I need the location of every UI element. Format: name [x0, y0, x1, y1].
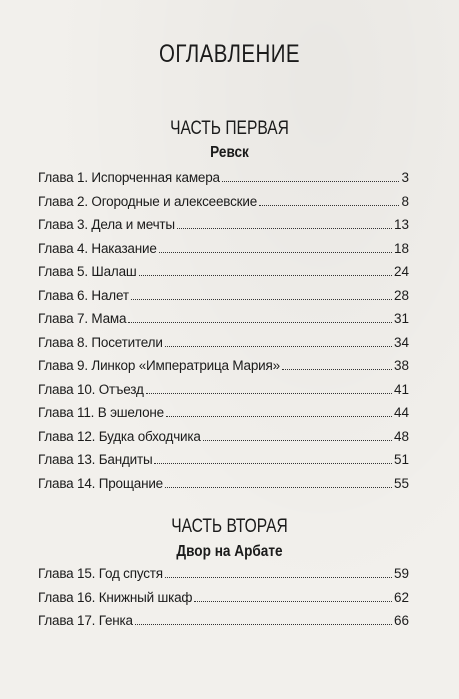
dot-leader — [259, 205, 399, 206]
dot-leader — [159, 252, 392, 253]
toc-row[interactable] — [38, 194, 409, 218]
chapter-title: Глава 2. Огородные и алексеевские — [38, 193, 258, 209]
page-title: ОГЛАВЛЕНИЕ — [159, 40, 300, 68]
dot-leader — [135, 624, 392, 625]
toc-row[interactable] — [38, 382, 409, 406]
chapter-page-number: 41 — [393, 381, 409, 397]
dot-leader — [282, 369, 392, 370]
toc-row[interactable] — [38, 264, 409, 288]
chapter-page-number: 3 — [401, 170, 409, 185]
chapter-title: Глава 6. Налет — [38, 287, 129, 303]
toc-row[interactable] — [38, 613, 409, 637]
chapter-title: Глава 12. Будка обходчика — [38, 428, 201, 444]
chapter-page-number: 34 — [393, 334, 409, 350]
toc-row[interactable] — [38, 241, 409, 265]
dot-leader — [194, 601, 392, 602]
chapter-page-number: 24 — [393, 264, 409, 279]
toc-row[interactable] — [38, 590, 409, 614]
chapter-page-number: 59 — [393, 566, 409, 581]
chapter-title: Глава 10. Отъезд — [38, 381, 144, 397]
chapter-page-number: 62 — [393, 589, 409, 605]
part-one-heading: ЧАСТЬ ПЕРВАЯ — [170, 118, 289, 139]
dot-leader — [177, 228, 392, 229]
chapter-title: Глава 11. В эшелоне — [38, 405, 164, 420]
part-two-subtitle: Двор на Арбате — [176, 543, 283, 560]
toc-row[interactable] — [38, 217, 409, 241]
chapter-page-number: 8 — [401, 193, 409, 209]
chapter-title: Глава 4. Наказание — [38, 240, 157, 256]
dot-leader — [166, 416, 392, 417]
dot-leader — [165, 577, 392, 578]
chapter-title: Глава 8. Посетители — [38, 334, 163, 350]
dot-leader — [203, 440, 392, 441]
chapter-title: Глава 5. Шалаш — [38, 264, 137, 279]
chapter-title: Глава 15. Год спустя — [38, 566, 163, 581]
toc-row[interactable] — [38, 288, 409, 312]
dot-leader — [222, 181, 400, 182]
chapter-title: Глава 17. Генка — [38, 613, 133, 628]
chapter-title: Глава 1. Испорченная камера — [38, 170, 220, 185]
chapter-page-number: 55 — [393, 475, 409, 491]
toc-row[interactable] — [38, 566, 409, 590]
chapter-page-number: 44 — [393, 405, 409, 420]
chapter-page-number: 66 — [393, 613, 409, 628]
chapter-page-number: 38 — [393, 358, 409, 373]
chapter-title: Глава 14. Прощание — [38, 475, 163, 491]
dot-leader — [131, 299, 392, 300]
toc-row[interactable] — [38, 311, 409, 335]
part-one-subtitle: Ревск — [210, 144, 249, 161]
chapter-title: Глава 16. Книжный шкаф — [38, 589, 193, 605]
chapter-title: Глава 7. Мама — [38, 311, 127, 326]
chapter-page-number: 28 — [393, 287, 409, 303]
dot-leader — [128, 322, 392, 323]
toc-row[interactable] — [38, 358, 409, 382]
toc-row[interactable] — [38, 476, 409, 500]
chapter-page-number: 13 — [393, 217, 409, 232]
part-two-chapter-list — [38, 566, 409, 637]
toc-row[interactable] — [38, 170, 409, 194]
part-two-heading: ЧАСТЬ ВТОРАЯ — [171, 516, 288, 537]
dot-leader — [139, 275, 392, 276]
chapter-title: Глава 3. Дела и мечты — [38, 217, 175, 232]
toc-row[interactable] — [38, 429, 409, 453]
chapter-page-number: 18 — [393, 240, 409, 256]
chapter-title: Глава 9. Линкор «Императрица Мария» — [38, 358, 280, 373]
part-one-chapter-list — [38, 170, 409, 499]
chapter-page-number: 31 — [393, 311, 409, 326]
toc-row[interactable] — [38, 405, 409, 429]
toc-row[interactable] — [38, 452, 409, 476]
dot-leader — [154, 463, 392, 464]
dot-leader — [165, 346, 392, 347]
dot-leader — [146, 393, 392, 394]
chapter-title: Глава 13. Бандиты — [38, 452, 153, 467]
dot-leader — [165, 487, 392, 488]
chapter-page-number: 51 — [393, 452, 409, 467]
toc-row[interactable] — [38, 335, 409, 359]
chapter-page-number: 48 — [393, 428, 409, 444]
